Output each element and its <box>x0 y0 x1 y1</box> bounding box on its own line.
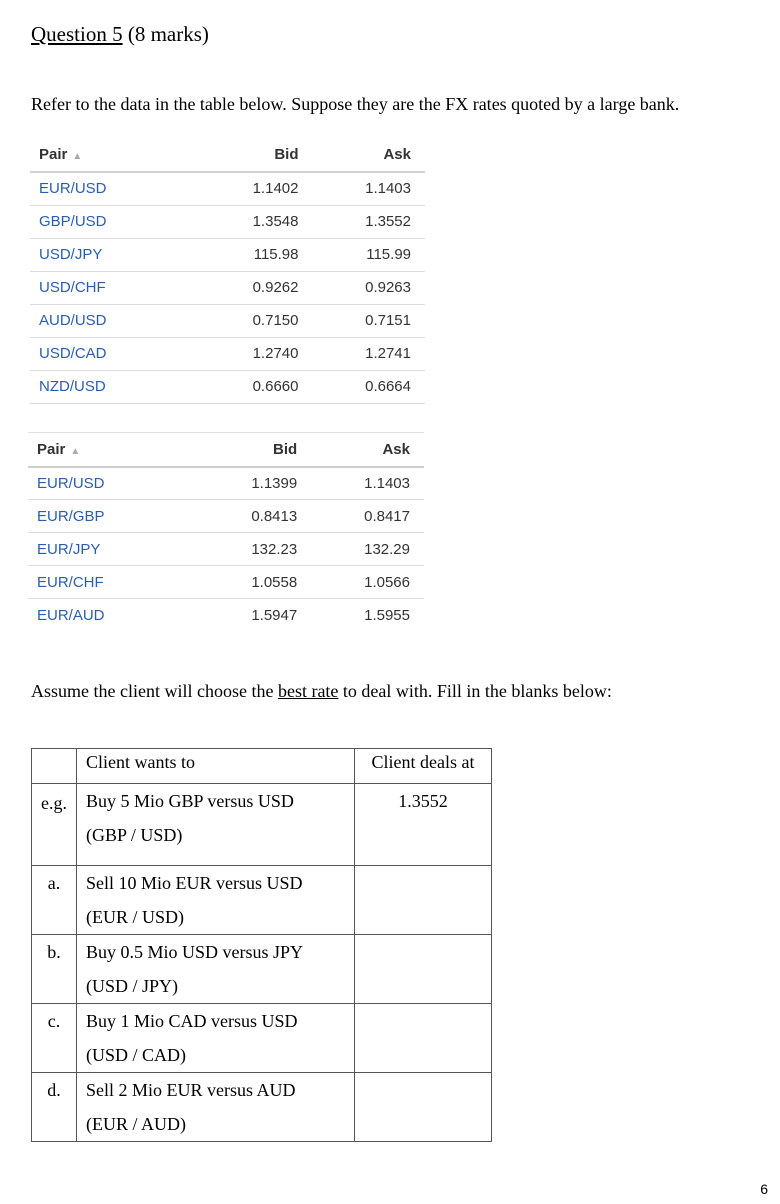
question-number: Question 5 <box>31 22 123 46</box>
table-row <box>30 304 425 337</box>
table-row <box>30 205 425 238</box>
want-line2: (EUR / USD) <box>86 907 184 927</box>
row-label: d. <box>47 1080 61 1100</box>
ask-header: Ask <box>312 138 425 172</box>
table-row <box>32 1004 492 1073</box>
ask-value: 0.8417 <box>311 500 424 533</box>
table-row <box>32 935 492 1004</box>
want-line1: Buy 0.5 Mio USD versus JPY <box>86 942 304 962</box>
want-line2: (EUR / AUD) <box>86 1114 186 1134</box>
pair-link[interactable]: EUR/USD <box>37 474 105 492</box>
row-label: b. <box>47 942 61 962</box>
pair-link[interactable]: NZD/USD <box>30 370 200 403</box>
ask-value: 0.7151 <box>312 304 425 337</box>
ask-value: 1.5955 <box>311 599 424 632</box>
pair-header[interactable]: Pair ▲︎ <box>28 433 198 467</box>
table-row <box>28 467 424 500</box>
assume-text: Assume the client will choose the best rate to deal with. Fill in the blanks below: <box>31 681 612 701</box>
deal-blank[interactable] <box>355 935 492 1004</box>
bid-value: 1.5947 <box>198 599 311 632</box>
row-label: a. <box>47 873 61 893</box>
best-rate-emphasis: best rate <box>277 681 339 701</box>
want-line2: (GBP / USD) <box>86 825 183 845</box>
want-line1: Buy 1 Mio CAD versus USD <box>86 1011 298 1031</box>
ask-value: 1.1403 <box>364 474 410 492</box>
pair-link[interactable]: USD/CAD <box>30 337 200 370</box>
table-row <box>32 1073 492 1142</box>
bid-value: 1.1399 <box>251 474 298 492</box>
page-number: 6 <box>760 1181 768 1197</box>
want-line1: Buy 5 Mio GBP versus USD <box>86 791 294 811</box>
bid-value: 1.1402 <box>252 180 299 198</box>
pair-link[interactable]: EUR/JPY <box>28 533 198 566</box>
deal-header: Client deals at <box>355 749 492 784</box>
row-label: c. <box>47 1011 61 1031</box>
fill-in-table <box>31 748 492 1142</box>
pair-header[interactable]: Pair ▲︎ <box>30 138 200 172</box>
bid-value: 1.2740 <box>200 337 312 370</box>
pair-link[interactable]: EUR/AUD <box>28 599 198 632</box>
ask-value: 132.29 <box>311 533 424 566</box>
ask-value: 1.0566 <box>311 566 424 599</box>
fx-rates-table-eur <box>28 432 424 632</box>
table-row <box>30 337 425 370</box>
ask-value: 1.3552 <box>312 205 425 238</box>
table-row <box>32 784 492 866</box>
want-line1: Sell 2 Mio EUR versus AUD <box>86 1080 296 1100</box>
bid-value: 1.3548 <box>200 205 312 238</box>
deal-blank[interactable] <box>355 1073 492 1142</box>
bid-value: 0.6660 <box>200 370 312 403</box>
ask-value: 0.9263 <box>312 271 425 304</box>
ask-value: 1.2741 <box>312 337 425 370</box>
pair-link[interactable]: USD/CHF <box>30 271 200 304</box>
pair-link[interactable]: EUR/GBP <box>28 500 198 533</box>
row-label: e.g. <box>41 793 67 813</box>
table-row <box>28 500 424 533</box>
bid-header: Bid <box>200 138 312 172</box>
bid-value: 115.98 <box>200 238 312 271</box>
table-row <box>28 533 424 566</box>
fx-rates-table-usd <box>30 138 425 404</box>
sort-icon[interactable]: ▲︎ <box>70 445 81 457</box>
bid-header: Bid <box>198 433 311 467</box>
bid-value: 0.9262 <box>200 271 312 304</box>
bid-value: 0.7150 <box>200 304 312 337</box>
label-header <box>32 749 77 784</box>
bid-value: 1.0558 <box>198 566 311 599</box>
pair-link[interactable]: EUR/CHF <box>28 566 198 599</box>
deal-blank[interactable] <box>355 866 492 935</box>
pair-link[interactable]: EUR/USD <box>39 180 107 198</box>
want-header: Client wants to <box>77 749 355 784</box>
pair-link[interactable]: GBP/USD <box>30 205 200 238</box>
deal-blank[interactable] <box>355 1004 492 1073</box>
table-row <box>30 172 425 205</box>
bid-value: 0.8413 <box>198 500 311 533</box>
sort-icon[interactable]: ▲︎ <box>72 151 83 162</box>
bid-value: 132.23 <box>198 533 311 566</box>
table-row <box>28 599 424 632</box>
want-line2: (USD / JPY) <box>86 976 179 996</box>
ask-value: 115.99 <box>312 238 425 271</box>
table-row <box>30 271 425 304</box>
deal-value: 1.3552 <box>398 791 448 811</box>
question-title <box>31 22 209 47</box>
pair-link[interactable]: USD/JPY <box>30 238 200 271</box>
table-row <box>28 566 424 599</box>
want-line2: (USD / CAD) <box>86 1045 187 1065</box>
question-marks: (8 marks) <box>122 22 209 46</box>
intro-text: Refer to the data in the table below. Suppose they are the FX rates quoted by a large bank. <box>31 94 680 114</box>
table-row <box>32 866 492 935</box>
pair-link[interactable]: AUD/USD <box>30 304 200 337</box>
table-row <box>30 238 425 271</box>
table-row <box>30 370 425 403</box>
want-line1: Sell 10 Mio EUR versus USD <box>86 873 303 893</box>
ask-header: Ask <box>311 433 424 467</box>
ask-value: 1.1403 <box>365 180 411 198</box>
ask-value: 0.6664 <box>312 370 425 403</box>
